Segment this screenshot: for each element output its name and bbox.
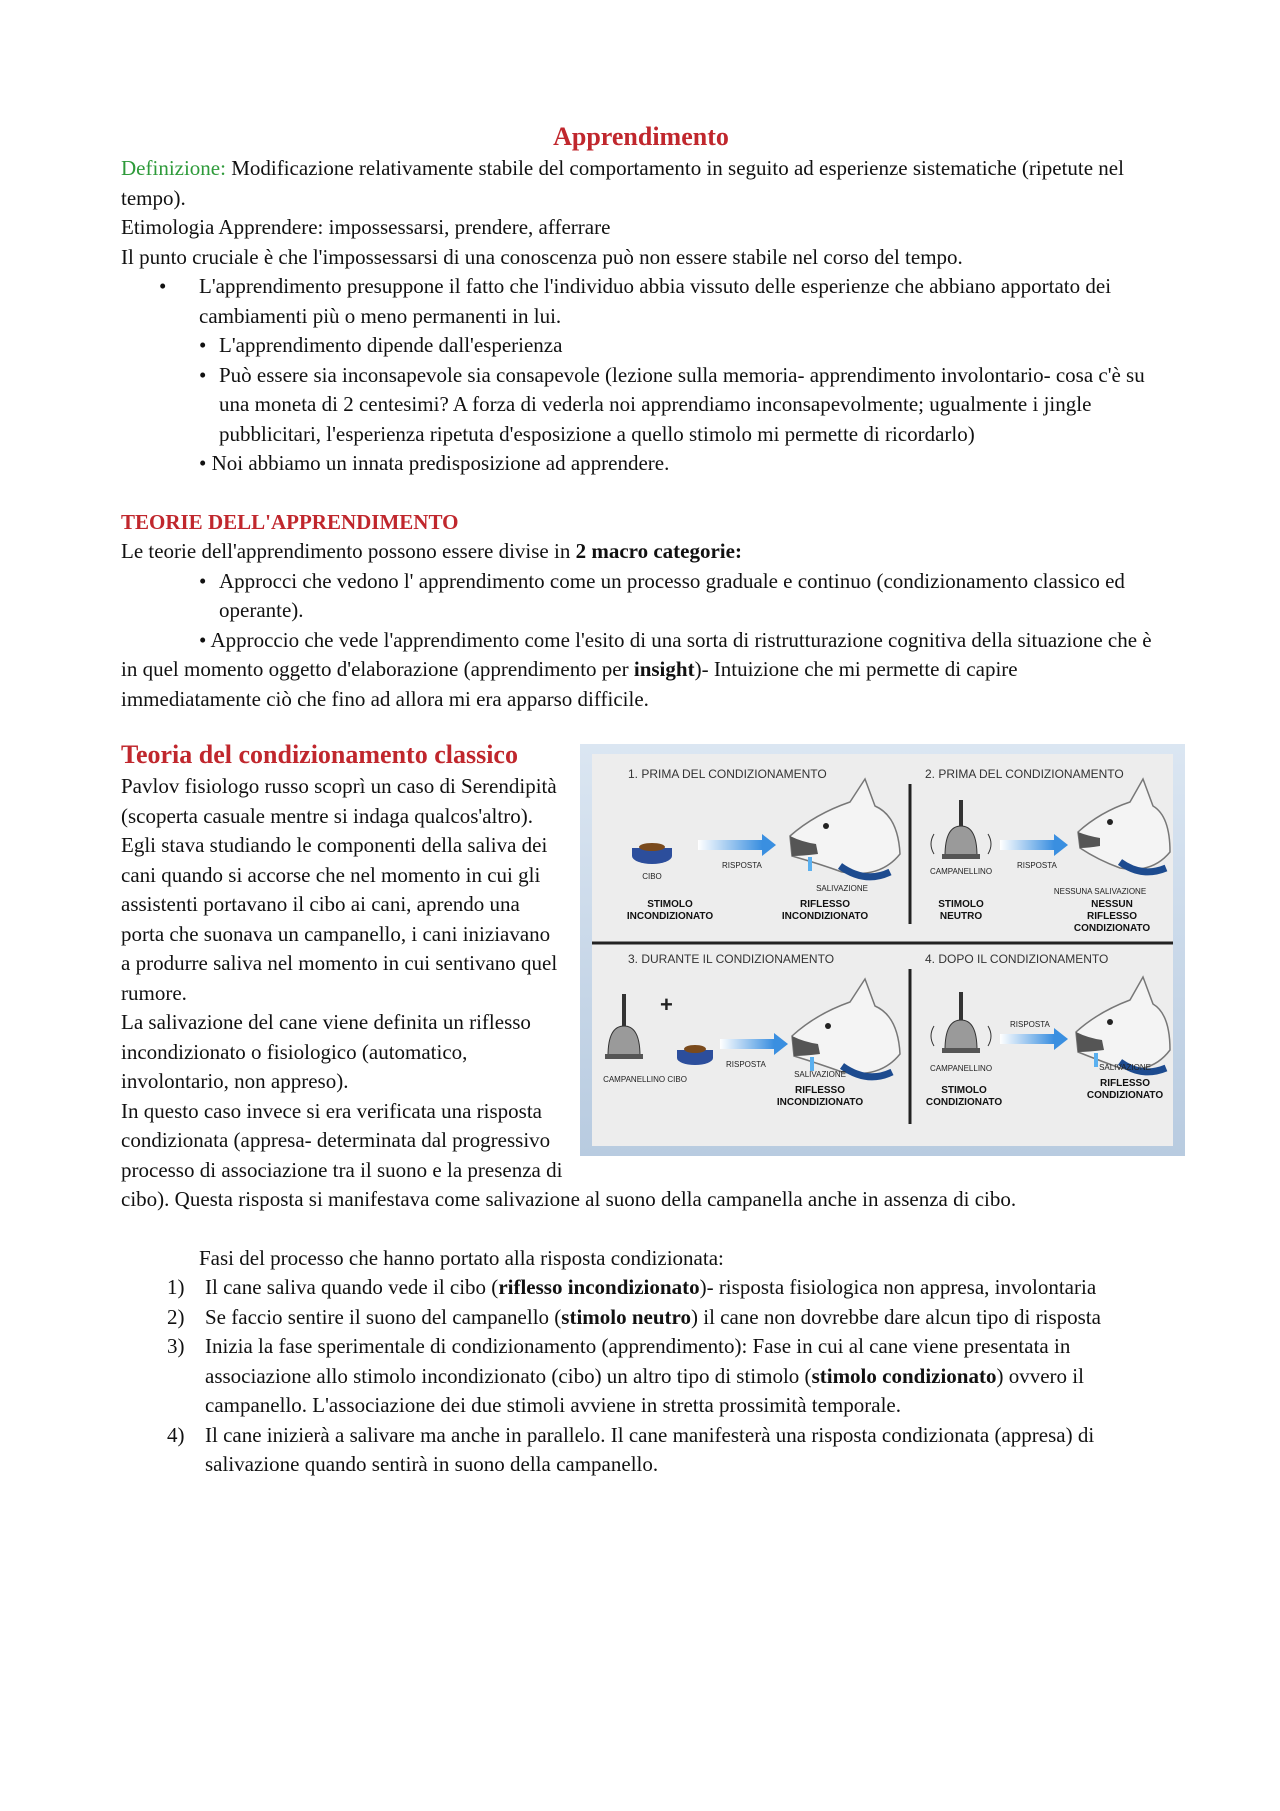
bullet-sub-3: • Noi abbiamo un innata predisposizione ad apprendere. xyxy=(199,451,670,475)
label-stimolo-neutro-1: STIMOLO xyxy=(938,899,984,910)
phase-item-1 xyxy=(121,1273,1161,1303)
classic-p1: Pavlov fisiologo russo scoprì un caso di Serendipità (scoperta casuale mentre si indaga qualcos'altro). xyxy=(121,774,557,828)
label-riflesso-incond-1: RIFLESSO xyxy=(799,899,851,910)
bullet-main xyxy=(121,272,1161,331)
phase-number: 3) xyxy=(167,1334,185,1358)
phase-3-bold: stimolo condizionato xyxy=(811,1363,997,1388)
phases-intro: Fasi del processo che hanno portato alla risposta condizionata: xyxy=(199,1245,724,1270)
phase-item-2 xyxy=(121,1303,1161,1333)
classic-p4: In questo caso invece si era verificata una risposta condizionata (appresa- determinata dal progressivo processo di associazione tra il suono e la presenza di cibo). Questa risposta si manifestava come salivazione al suono della campanella anche in assenza di cibo. xyxy=(121,1098,1017,1211)
phase-1-bold: riflesso incondizionato xyxy=(498,1275,700,1299)
label-salivazione-1: SALIVAZIONE xyxy=(816,884,868,893)
label-stimolo-neutro-2: NEUTRO xyxy=(939,911,983,922)
classic-p2: Egli stava studiando le componenti della saliva dei cani quando si accorse che nel momento in cui gli assistenti portavano il cibo ai cani, aprendo una porta che suonava un campanello, i cani iniziavano a produrre saliva nel momento in cui sentivano quel rumore. xyxy=(121,833,558,1005)
panel-4-title: 4. DOPO IL CONDIZIONAMENTO xyxy=(925,952,1109,966)
phase-2-post: ) il cane non dovrebbe dare alcun tipo di risposta xyxy=(691,1304,1101,1329)
label-campanellino-cibo: CAMPANELLINO CIBO xyxy=(603,1075,687,1084)
label-riflesso-incond-3b: INCONDIZIONATO xyxy=(776,1097,864,1108)
theories-item-2 xyxy=(121,626,1161,715)
theories-intro-bold: 2 macro categorie: xyxy=(575,539,742,563)
theories-item-2-text: • Approccio che vede l'apprendimento come l'esito di una sorta di ristrutturazione cognitiva della situazione che è in quel momento oggetto d'elaborazione (apprendimento per xyxy=(121,627,1152,681)
classic-heading: Teoria del condizionamento classico xyxy=(121,740,518,769)
label-salivazione-3: SALIVAZIONE xyxy=(794,1070,846,1079)
bullet-sub-1 xyxy=(121,331,1161,361)
phase-number: 4) xyxy=(167,1422,185,1447)
bullet-icon: • xyxy=(199,362,207,387)
label-riflesso-cond-1: RIFLESSO xyxy=(1099,1078,1151,1089)
phase-number: 2) xyxy=(167,1304,185,1329)
definition-label: Definizione: xyxy=(121,156,226,180)
phase-1-text: Il cane saliva quando vede il cibo ( xyxy=(205,1275,499,1299)
phase-2-bold: stimolo neutro xyxy=(561,1304,691,1329)
label-riflesso-incond-2: INCONDIZIONATO xyxy=(781,911,869,922)
crucial-point: Il punto cruciale è che l'impossessarsi di una conoscenza può non essere stabile nel corso del tempo. xyxy=(121,244,963,269)
phase-2-text: Se faccio sentire il suono del campanello ( xyxy=(205,1304,562,1329)
label-risposta-4: RISPOSTA xyxy=(1010,1020,1050,1029)
insight-bold: insight xyxy=(633,657,695,681)
label-stimolo-incond-1: STIMOLO xyxy=(647,899,693,910)
label-riflesso-incond-3a: RIFLESSO xyxy=(794,1085,846,1096)
bullet-main-text: L'apprendimento presuppone il fatto che l'individuo abbia vissuto delle esperienze che abbiano apportato dei cambiamenti più o meno permanenti in lui. xyxy=(199,274,1112,328)
theories-intro xyxy=(121,537,1161,567)
page-title: Apprendimento xyxy=(553,122,729,151)
label-nessuna-salivazione: NESSUNA SALIVAZIONE xyxy=(1053,887,1147,896)
label-salivazione-4: SALIVAZIONE xyxy=(1099,1063,1151,1072)
bullet-sub-1-text: L'apprendimento dipende dall'esperienza xyxy=(219,333,563,357)
label-risposta-1: RISPOSTA xyxy=(722,861,762,870)
phase-1-post: )- risposta fisiologica non appresa, involontaria xyxy=(699,1275,1097,1299)
label-stimolo-cond-2: CONDIZIONATO xyxy=(925,1097,1003,1108)
definition-text: Modificazione relativamente stabile del comportamento in seguito ad esperienze sistematiche (ripetute nel tempo). xyxy=(121,156,1124,210)
panel-2-title: 2. PRIMA DEL CONDIZIONAMENTO xyxy=(925,767,1124,781)
phase-item-4 xyxy=(121,1421,1161,1480)
theories-intro-text: Le teorie dell'apprendimento possono essere divise in xyxy=(121,539,576,563)
theories-item-1-text: Approcci che vedono l' apprendimento come un processo graduale e continuo (condizionamento classico ed operante). xyxy=(219,568,1125,622)
phase-4-text: Il cane inizierà a salivare ma anche in parallelo. Il cane manifesterà una risposta condizionata (appresa) di salivazione quando sentirà in suono della campanello. xyxy=(205,1422,1095,1476)
phase-3-post: ) ovvero il campanello. L'associazione dei due stimoli avviene in stretta prossimità temporale. xyxy=(205,1363,1084,1417)
definition-paragraph xyxy=(121,154,1161,213)
conditioning-figure xyxy=(580,744,1185,1156)
label-riflesso-cond-2: CONDIZIONATO xyxy=(1086,1090,1164,1101)
theories-item-1 xyxy=(121,567,1161,626)
theories-heading: TEORIE DELL'APPRENDIMENTO xyxy=(121,509,459,534)
conditioning-diagram xyxy=(580,744,1185,1156)
label-risposta-2: RISPOSTA xyxy=(1017,861,1057,870)
bullet-icon: • xyxy=(159,274,167,298)
bullet-icon: • xyxy=(199,333,207,357)
phase-number: 1) xyxy=(167,1275,185,1299)
panel-1-title: 1. PRIMA DEL CONDIZIONAMENTO xyxy=(628,767,827,781)
phase-3-text: Inizia la fase sperimentale di condizionamento (apprendimento): Fase in cui al cane viene presentata in associazione allo stimolo incondizionato (cibo) un altro tipo di stimolo ( xyxy=(205,1334,1071,1388)
label-nessun-1: NESSUN xyxy=(1091,899,1133,910)
bullet-sub-2 xyxy=(121,361,1161,450)
label-campanellino-4: CAMPANELLINO xyxy=(929,1064,993,1073)
etymology: Etimologia Apprendere: impossessarsi, prendere, afferrare xyxy=(121,215,611,239)
label-stimolo-cond-1: STIMOLO xyxy=(941,1085,987,1096)
label-nessun-3: CONDIZIONATO xyxy=(1073,923,1151,934)
label-nessun-2: RIFLESSO xyxy=(1086,911,1138,922)
label-campanellino-2: CAMPANELLINO xyxy=(929,867,993,876)
classic-p3: La salivazione del cane viene definita un riflesso incondizionato o fisiologico (automatico, involontario, non appreso). xyxy=(121,1010,531,1093)
label-stimolo-incond-2: INCONDIZIONATO xyxy=(626,911,714,922)
label-risposta-3: RISPOSTA xyxy=(726,1060,766,1069)
theories-item-2-post: )- Intuizione che mi permette di capire immediatamente ciò che fino ad allora mi era apparso difficile. xyxy=(121,657,1018,711)
panel-3-title: 3. DURANTE IL CONDIZIONAMENTO xyxy=(628,952,835,966)
document-content xyxy=(121,120,1164,1480)
bullet-sub-2-text: Può essere sia inconsapevole sia consapevole (lezione sulla memoria- apprendimento involontario- cosa c'è su una moneta di 2 centesimi? A forza di vederla noi apprendiamo inconsapevolmente; ugualmente i jingle pubblicitari, l'esperienza ripetuta d'esposizione a quello stimolo mi permette di ricordarlo) xyxy=(219,362,1145,446)
label-cibo: CIBO xyxy=(642,872,662,881)
phase-item-3 xyxy=(121,1332,1161,1421)
bullet-icon: • xyxy=(199,568,207,593)
plus-sign: + xyxy=(660,992,673,1017)
